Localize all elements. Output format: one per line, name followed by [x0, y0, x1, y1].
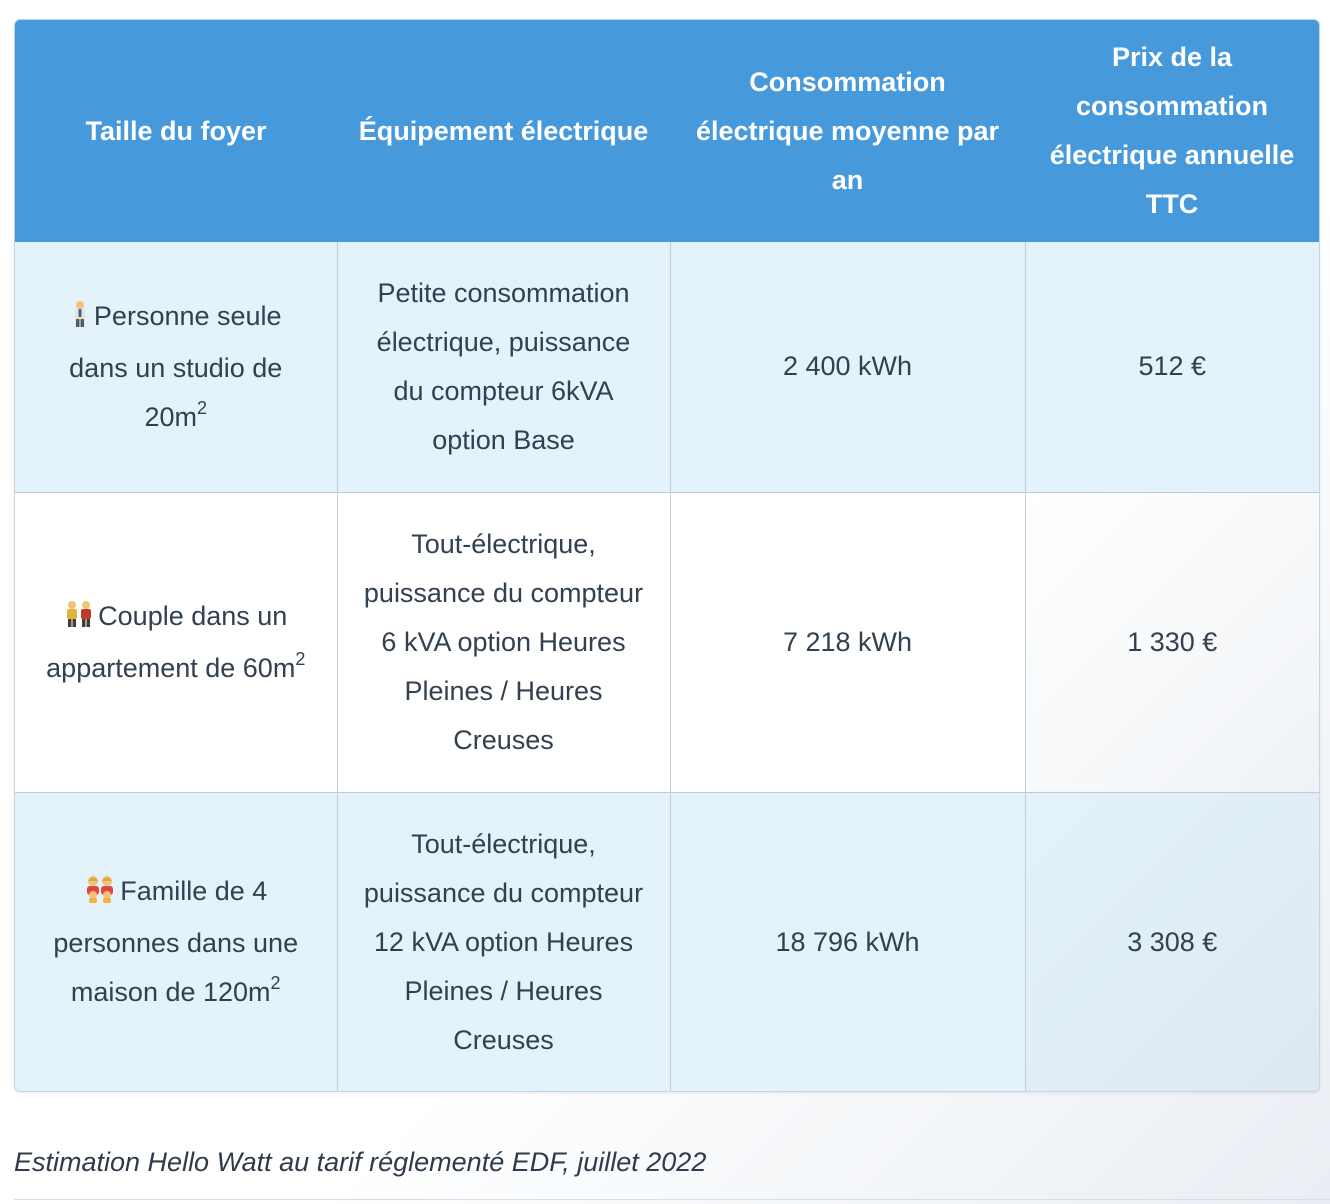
- cell-price: 3 308 €: [1025, 793, 1319, 1091]
- cell-consumption: 7 218 kWh: [670, 492, 1025, 792]
- household-label: Personne seule dans un studio de 20m: [69, 300, 283, 432]
- table-row: [15, 793, 1319, 1091]
- divider: [14, 1199, 1330, 1200]
- cell-household: [15, 492, 337, 792]
- header-consumption: Consommation électrique moyenne par an: [670, 20, 1025, 242]
- table-row: [15, 242, 1319, 492]
- family-icon: [84, 870, 116, 919]
- household-label: Famille de 4 personnes dans une maison de 120m: [53, 876, 299, 1008]
- cell-household: [15, 793, 337, 1091]
- cell-consumption: 2 400 kWh: [670, 242, 1025, 492]
- superscript: 2: [270, 973, 281, 994]
- cell-consumption: 18 796 kWh: [670, 793, 1025, 1091]
- cell-price: 1 330 €: [1025, 492, 1319, 792]
- cell-price: 512 €: [1025, 242, 1319, 492]
- cell-equipment: Petite consommation électrique, puissance du compteur 6kVA option Base: [337, 242, 670, 492]
- table: [15, 20, 1319, 1091]
- superscript: 2: [295, 648, 306, 669]
- header-equipment: Équipement électrique: [337, 20, 670, 242]
- cell-equipment: Tout-électrique, puissance du compteur 6 kVA option Heures Pleines / Heures Creuses: [337, 492, 670, 792]
- cell-equipment: Tout-électrique, puissance du compteur 12 kVA option Heures Pleines / Heures Creuses: [337, 793, 670, 1091]
- header-annual-price: Prix de la consommation électrique annuelle TTC: [1025, 20, 1319, 242]
- table-header-row: [15, 20, 1319, 242]
- header-household-size: Taille du foyer: [15, 20, 337, 242]
- household-label: Couple dans un appartement de 60m: [46, 600, 296, 683]
- cell-household: [15, 242, 337, 492]
- table-row: [15, 492, 1319, 792]
- couple-icon: [64, 595, 94, 644]
- energy-consumption-table: [14, 19, 1320, 1092]
- table-caption: Estimation Hello Watt au tarif réglementé EDF, juillet 2022: [14, 1147, 707, 1177]
- person-icon: [70, 295, 90, 344]
- superscript: 2: [197, 397, 208, 418]
